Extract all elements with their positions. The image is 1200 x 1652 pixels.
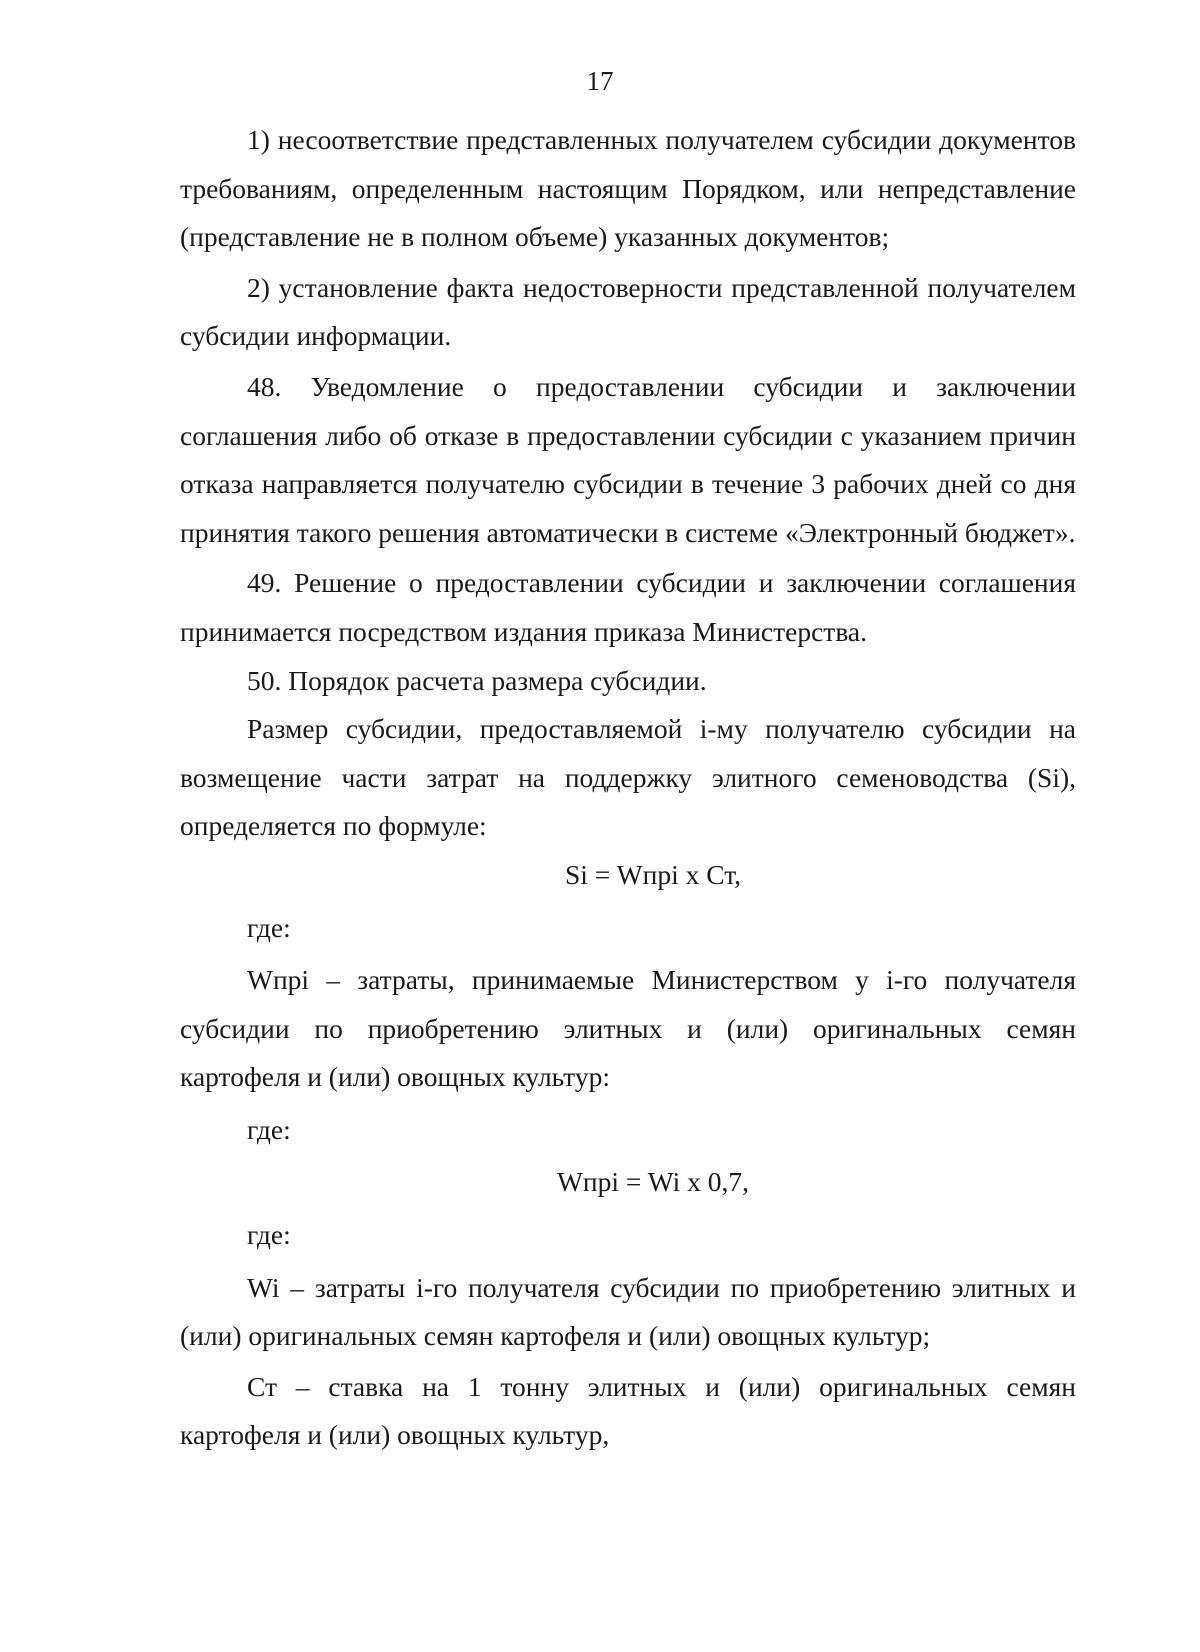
paragraph-wpri: Wпpi – затраты, принимаемые Министерством у i-го получателя субсидии по приобретению элитных и (или) оригинальных семян картофеля и (или) овощных культур: xyxy=(180,964,1076,1093)
paragraph-49: 49. Решение о предоставлении субсидии и заключении соглашения принимается посредством издания приказа Министерства. xyxy=(180,567,1076,647)
document-body xyxy=(180,116,1076,1460)
page-number: 17 xyxy=(586,66,614,96)
where-label-2: где: xyxy=(247,1113,291,1145)
paragraph-item-2: 2) установление факта недостоверности представленной получателем субсидии информации. xyxy=(180,271,1076,352)
paragraph-subsidy-size: Размер субсидии, предоставляемой i-му получателю субсидии на возмещение части затрат на поддержку элитного семеноводства (Si), определяется по формуле: xyxy=(180,713,1076,842)
paragraph-50: 50. Порядок расчета размера субсидии. xyxy=(247,664,707,696)
paragraph-48: 48. Уведомление о предоставлении субсидии и заключении соглашения либо об отказе в предоставлении субсидии с указанием причин отказа направляется получателю субсидии в течение 3 рабочих дней со дня принятия такого решения автоматически в системе «Электронный бюджет». xyxy=(180,370,1076,548)
paragraph-st: Ст – ставка на 1 тонну элитных и (или) оригинальных семян картофеля и (или) овощных культур, xyxy=(180,1370,1076,1451)
formula-wpri: Wпpi = Wi x 0,7, xyxy=(556,1166,750,1198)
where-label-3: где: xyxy=(247,1219,291,1251)
where-label-1: где: xyxy=(247,911,291,943)
formula-si: Si = Wпpi x Ст, xyxy=(564,858,742,890)
paragraph-item-1: 1) несоответствие представленных получателем субсидии документов требованиям, определенным настоящим Порядком, или непредставление (представление не в полном объеме) указанных документов; xyxy=(180,124,1076,253)
paragraph-wi: Wi – затраты i-го получателя субсидии по приобретению элитных и (или) оригинальных семян картофеля и (или) овощных культур; xyxy=(180,1271,1076,1352)
